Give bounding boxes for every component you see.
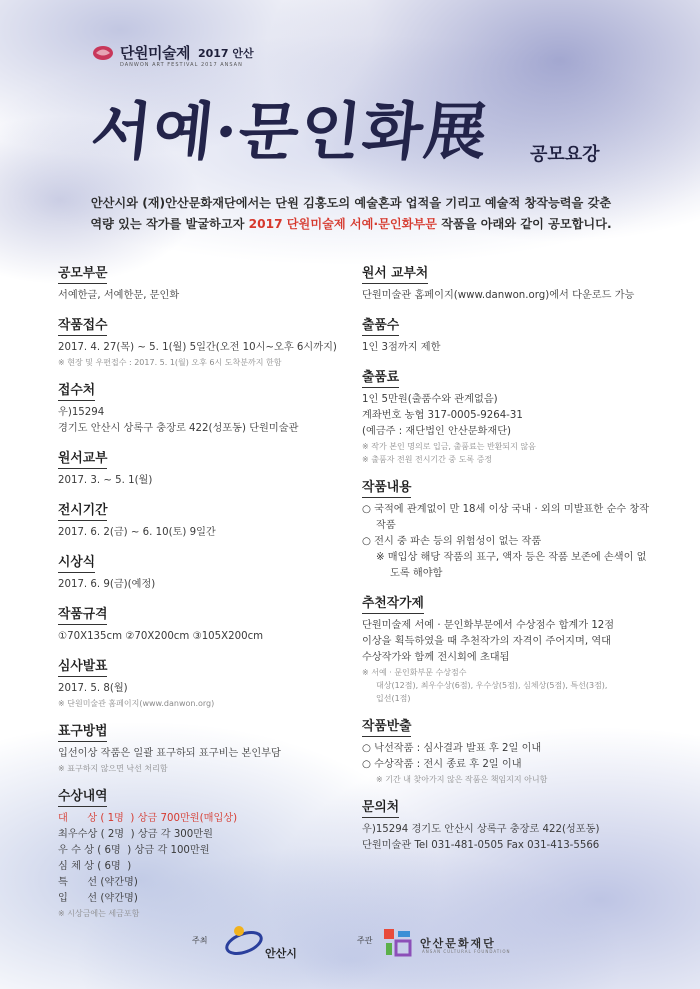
intro-line-1: 안산시와 (재)안산문화재단에서는 단원 김홍도의 예술혼과 업적을 기리고 예술적 창작능력을 갖춘 — [90, 196, 612, 210]
intro-paragraph — [40, 193, 662, 235]
ansan-city-logo-icon — [224, 921, 268, 961]
section-awards: 수상내역 대 상 ( 1명 ) 상금 700만원(매입상) 최우수상 ( 2명 ) 상금 각 300만원 우 수 상 ( 6명 ) 상금 각 100만원 심 체 상 ( 6명 ) 특 선 (약간명) 입 선 (약간명) ※ 시상금에는 세금포함 — [58, 785, 348, 920]
organizer-name: 안산문화재단 — [420, 937, 496, 950]
section-heading: 추천작가제 — [362, 592, 424, 614]
festival-year: 2017 안산 — [197, 46, 254, 60]
section-heading: 원서교부 — [58, 447, 107, 469]
section-return: 작품반출 ○ 낙선작품 : 심사결과 발표 후 2일 이내 ○ 수상작품 : 전시 종료 후 2일 이내 ※ 기간 내 찾아가지 않은 작품은 책임지지 아니함 — [362, 715, 652, 786]
section-framing: 표구방법 입선이상 작품은 일괄 표구하되 표구비는 본인부담 ※ 표구하지 않으면 낙선 처리함 — [58, 720, 348, 775]
award-row: 특 선 (약간명) — [58, 877, 138, 888]
section-exhibition: 전시기간 2017. 6. 2(금) ~ 6. 10(토) 9일간 — [58, 499, 348, 541]
section-heading: 심사발표 — [58, 655, 107, 677]
section-announcement: 심사발표 2017. 5. 8(월) ※ 단원미술관 홈페이지(www.danwon.org) — [58, 655, 348, 710]
list-item: ○ 국적에 관계없이 만 18세 이상 국내 · 외의 미발표한 순수 창작 작품 — [362, 504, 650, 531]
section-contact: 문의처 우)15294 경기도 안산시 상록구 충장로 422(성포동) 단원미술관 Tel 031-481-0505 Fax 031-413-5566 — [362, 796, 652, 854]
section-content — [362, 476, 652, 582]
intro-highlight: 2017 단원미술제 서예·문인화부문 — [248, 217, 437, 231]
host-label: 주최 — [192, 936, 208, 945]
section-quantity: 출품수 1인 3점까지 제한 — [362, 314, 652, 356]
ansan-cultural-foundation-logo-icon — [380, 925, 416, 959]
award-row: 심 체 상 ( 6명 ) — [58, 861, 132, 872]
section-ceremony: 시상식 2017. 6. 9(금)(예정) — [58, 551, 348, 593]
section-venue: 접수처 우)15294 경기도 안산시 상록구 충장로 422(성포동) 단원미술관 — [58, 379, 348, 437]
section-heading: 문의처 — [362, 796, 399, 818]
festival-logo — [92, 42, 254, 63]
list-item: ※ 매입상 해당 작품의 표구, 액자 등은 작품 보존에 손색이 없도록 해야함 — [376, 552, 647, 579]
section-heading: 시상식 — [58, 551, 95, 573]
main-title: 서예·문인화展 — [87, 95, 493, 168]
section-heading: 작품내용 — [362, 476, 411, 498]
section-recommend: 추천작가제 단원미술제 서예 · 문인화부문에서 수상점수 합계가 12점 이상을 획득하였을 때 추천작가의 자격이 주어지며, 역대 수상작가와 함께 전시회에 초대됨 ※ 서예 · 문인화부문 수상점수 대상(12점), 최우수상(6점), 우수상(5점), 심체상(5점), 특선(3점), 입선(1점) — [362, 592, 652, 705]
sub-title: 공모요강 — [530, 144, 600, 165]
festival-name: 단원미술제 — [120, 44, 190, 62]
section-heading: 수상내역 — [58, 785, 107, 807]
organizer-subtitle: ANSAN CULTURAL FOUNDATION — [422, 949, 511, 954]
section-size: 작품규격 ①70X135cm ②70X200cm ③105X200cm — [58, 603, 348, 645]
section-heading: 표구방법 — [58, 720, 107, 742]
section-heading: 공모부문 — [58, 262, 107, 284]
section-heading: 출품수 — [362, 314, 399, 336]
section-heading: 원서 교부처 — [362, 262, 428, 284]
award-row: 최우수상 ( 2명 ) 상금 각 300만원 — [58, 829, 213, 840]
section-category: 공모부문 서예한글, 서예한문, 문인화 — [58, 262, 348, 304]
section-heading: 작품반출 — [362, 715, 411, 737]
section-application: 원서교부 2017. 3. ~ 5. 1(월) — [58, 447, 348, 489]
award-row: 우 수 상 ( 6명 ) 상금 각 100만원 — [58, 845, 210, 856]
list-item: ○ 전시 중 파손 등의 위험성이 없는 작품 — [362, 536, 542, 547]
left-column — [58, 262, 348, 930]
footer — [0, 915, 700, 975]
section-heading: 작품접수 — [58, 314, 107, 336]
list-item: ○ 수상작품 : 전시 종료 후 2일 이내 — [362, 759, 522, 770]
section-heading: 출품료 — [362, 366, 399, 388]
section-submission: 작품접수 2017. 4. 27(목) ~ 5. 1(월) 5일간(오전 10시~오후 6시까지) ※ 현장 및 우편접수 : 2017. 5. 1(월) 오후 6시 도착분까지 한함 — [58, 314, 348, 369]
section-fee: 출품료 1인 5만원(출품수와 관계없음) 계좌번호 농협 317-0005-9264-31 (예금주 : 재단법인 안산문화재단) ※ 작가 본인 명의로 입금, 출품료는 반환되지 않음 ※ 출품자 전원 전시기간 중 도록 증정 — [362, 366, 652, 466]
section-heading: 접수처 — [58, 379, 95, 401]
festival-subtitle: DANWON ART FESTIVAL 2017 ANSAN — [120, 62, 243, 68]
host-name: 안산시 — [265, 947, 297, 960]
right-column — [362, 262, 652, 864]
list-item: ○ 낙선작품 : 심사결과 발표 후 2일 이내 — [362, 743, 542, 754]
organizer-label: 주관 — [357, 936, 373, 945]
section-heading: 작품규격 — [58, 603, 107, 625]
intro-line-2: 역량 있는 작가를 발굴하고자 2017 단원미술제 서예·문인화부문 작품을 아래와 같이 공모합니다. — [90, 217, 612, 231]
award-row: 대 상 ( 1명 ) 상금 700만원(매입상) — [58, 813, 238, 824]
section-form: 원서 교부처 단원미술관 홈페이지(www.danwon.org)에서 다운로드 가능 — [362, 262, 652, 304]
section-heading: 전시기간 — [58, 499, 107, 521]
award-row: 입 선 (약간명) — [58, 893, 138, 904]
brush-logo-icon — [92, 44, 114, 62]
